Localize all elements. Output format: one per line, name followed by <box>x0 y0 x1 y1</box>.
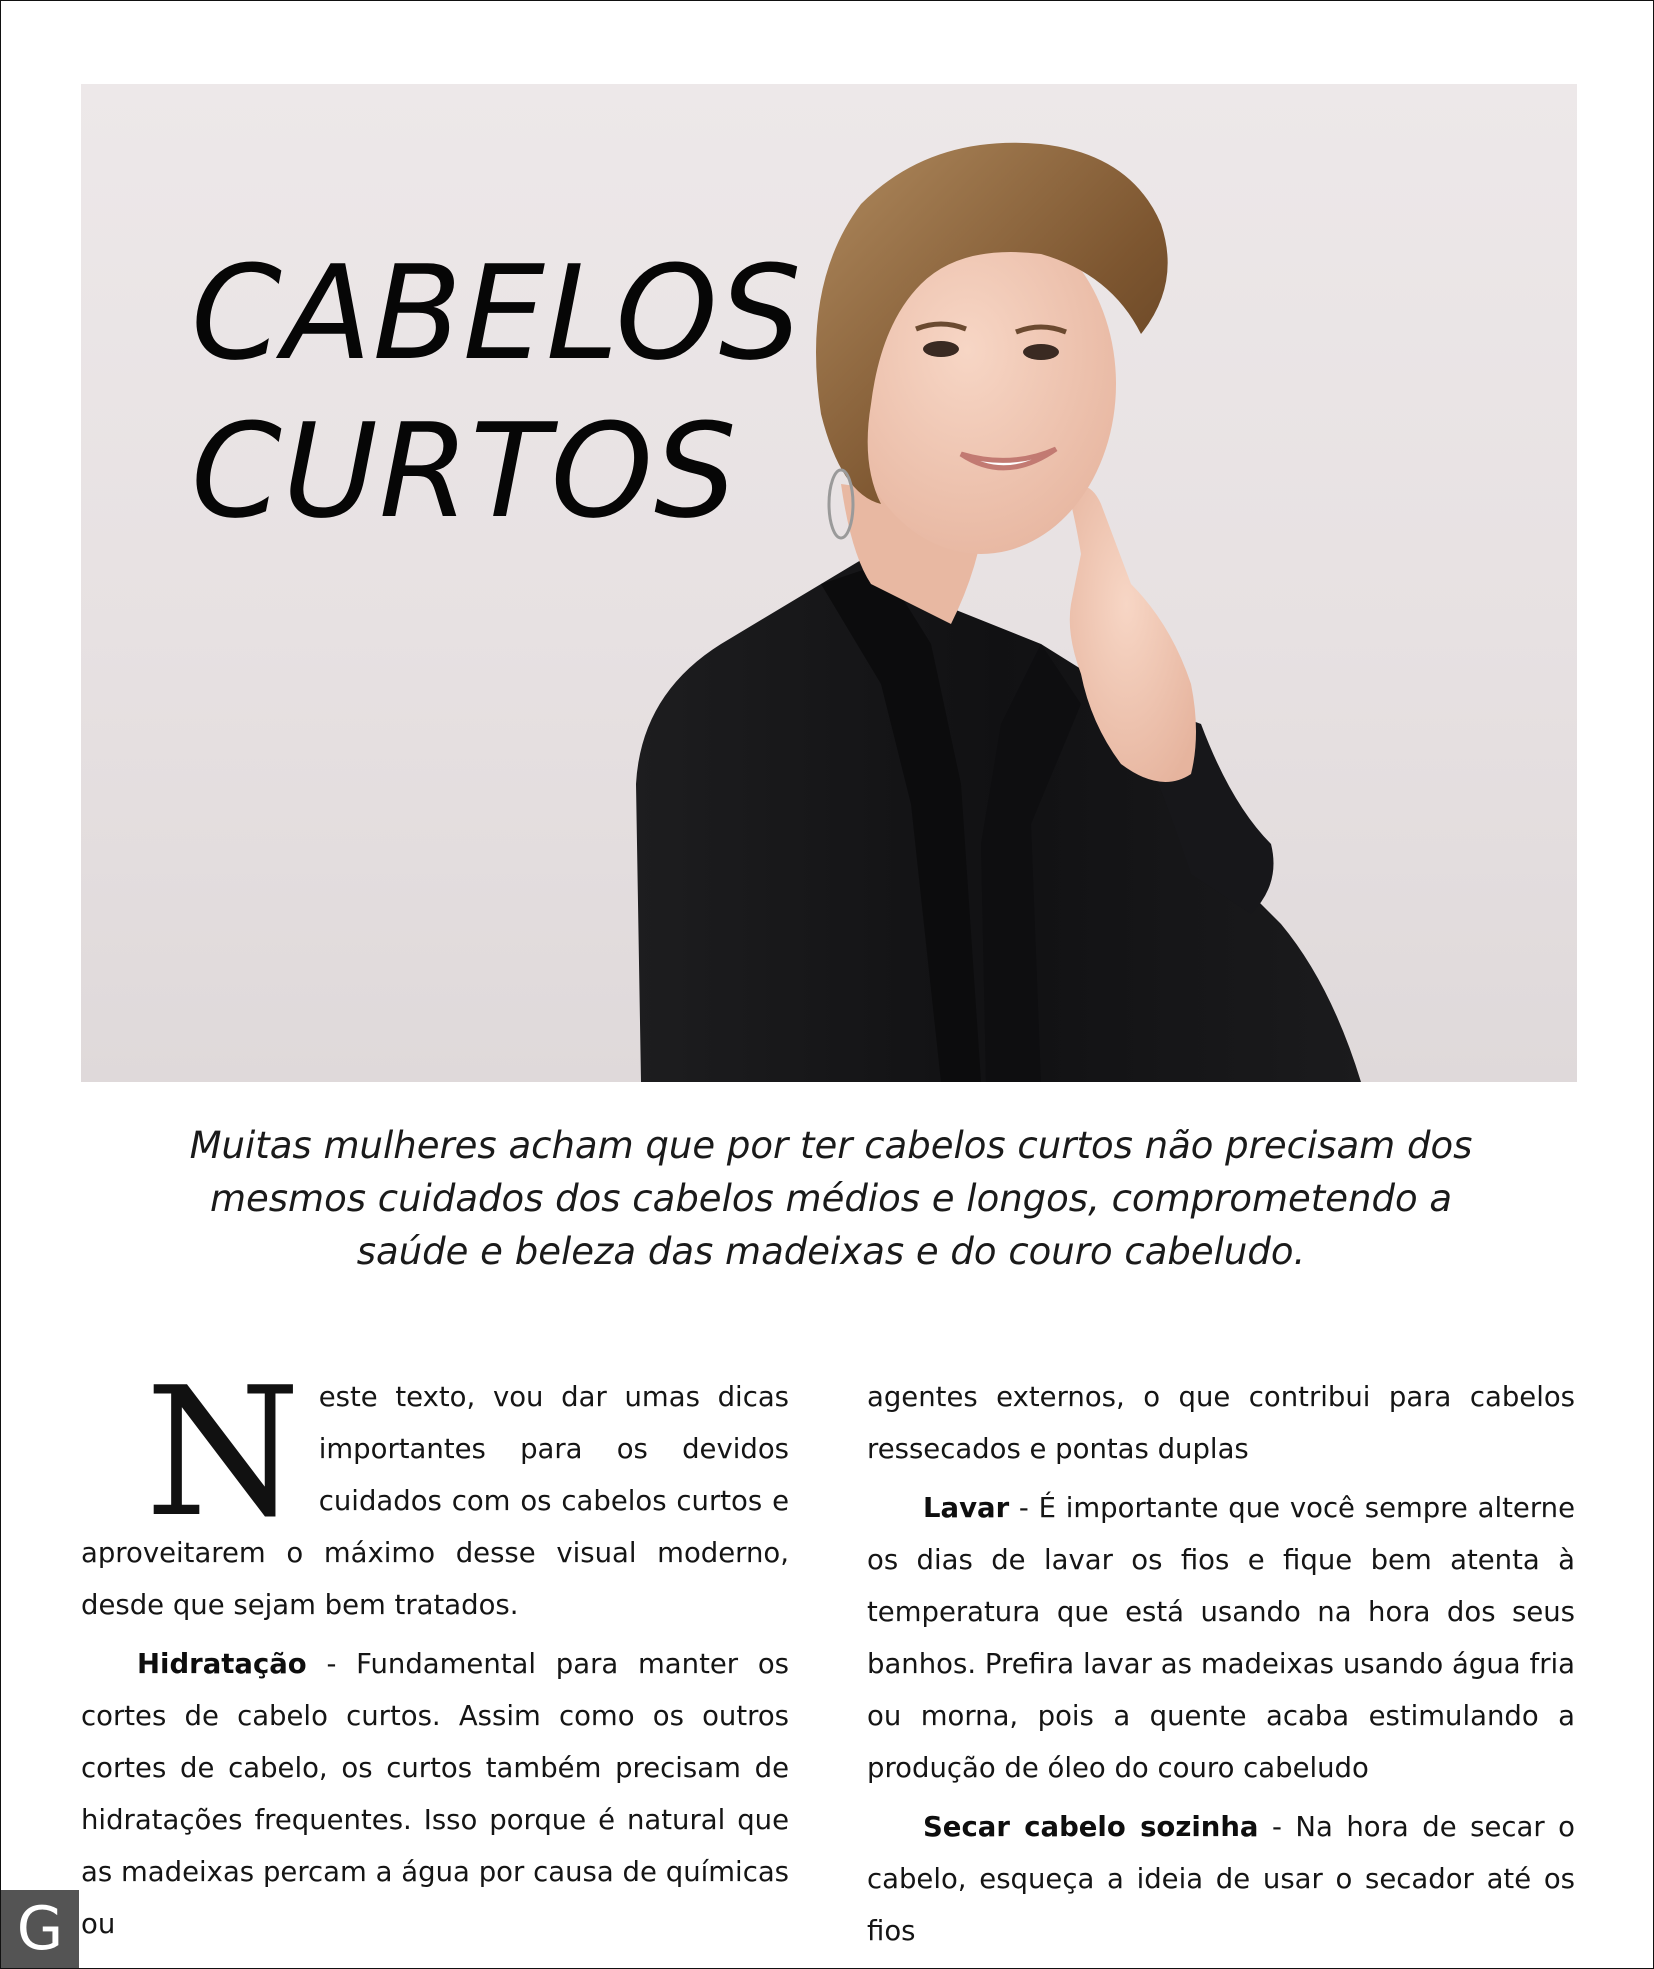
article-column-left <box>81 1349 789 1957</box>
section-text: - É importante que você sempre alterne os dias de lavar os fios e fique bem atenta à temperatura que está usando na hora dos seus banhos. Prefira lavar as madeixas usando água fria ou morna, pois a quente acaba estimulando a produção de óleo do couro cabeludo <box>867 1492 1575 1784</box>
page-title <box>191 234 802 550</box>
section-text: agentes externos, o que contribui para cabelos ressecados e pontas duplas <box>867 1381 1575 1465</box>
lead-paragraph: Muitas mulheres acham que por ter cabelos curtos não precisam dos mesmos cuidados dos cabelos médios e longos, comprometendo a saúde e beleza das madeixas e do couro cabeludo. <box>189 1124 1473 1273</box>
section-secar <box>867 1801 1575 1957</box>
section-hidratacao <box>81 1638 789 1950</box>
intro-text: este texto, vou dar umas dicas importantes para os devidos cuidados com os cabelos curtos e aproveitarem o máximo desse visual moderno, desde que sejam bem tratados. <box>81 1381 789 1621</box>
section-title: Lavar <box>923 1492 1010 1524</box>
section-title: Secar cabelo sozinha <box>923 1811 1259 1843</box>
hero-image <box>81 84 1577 1082</box>
section-title: Hidratação <box>137 1648 307 1680</box>
headline-line-1: CABELOS <box>191 237 803 389</box>
continued-paragraph <box>867 1371 1575 1475</box>
intro-paragraph <box>81 1349 789 1631</box>
section-lavar <box>867 1482 1575 1794</box>
drop-cap: N <box>145 1349 301 1556</box>
headline-line-2: CURTOS <box>191 395 738 547</box>
magazine-logo-mark: G <box>1 1890 79 1968</box>
article-column-right <box>867 1371 1575 1964</box>
section-text: - Na hora de secar o cabelo, esqueça a ideia de usar o secador até os fios <box>867 1811 1575 1947</box>
section-text: - Fundamental para manter os cortes de cabelo curtos. Assim como os outros cortes de cabelo, os curtos também precisam de hidratações frequentes. Isso porque é natural que as madeixas percam a água por causa de químicas ou <box>81 1648 789 1940</box>
